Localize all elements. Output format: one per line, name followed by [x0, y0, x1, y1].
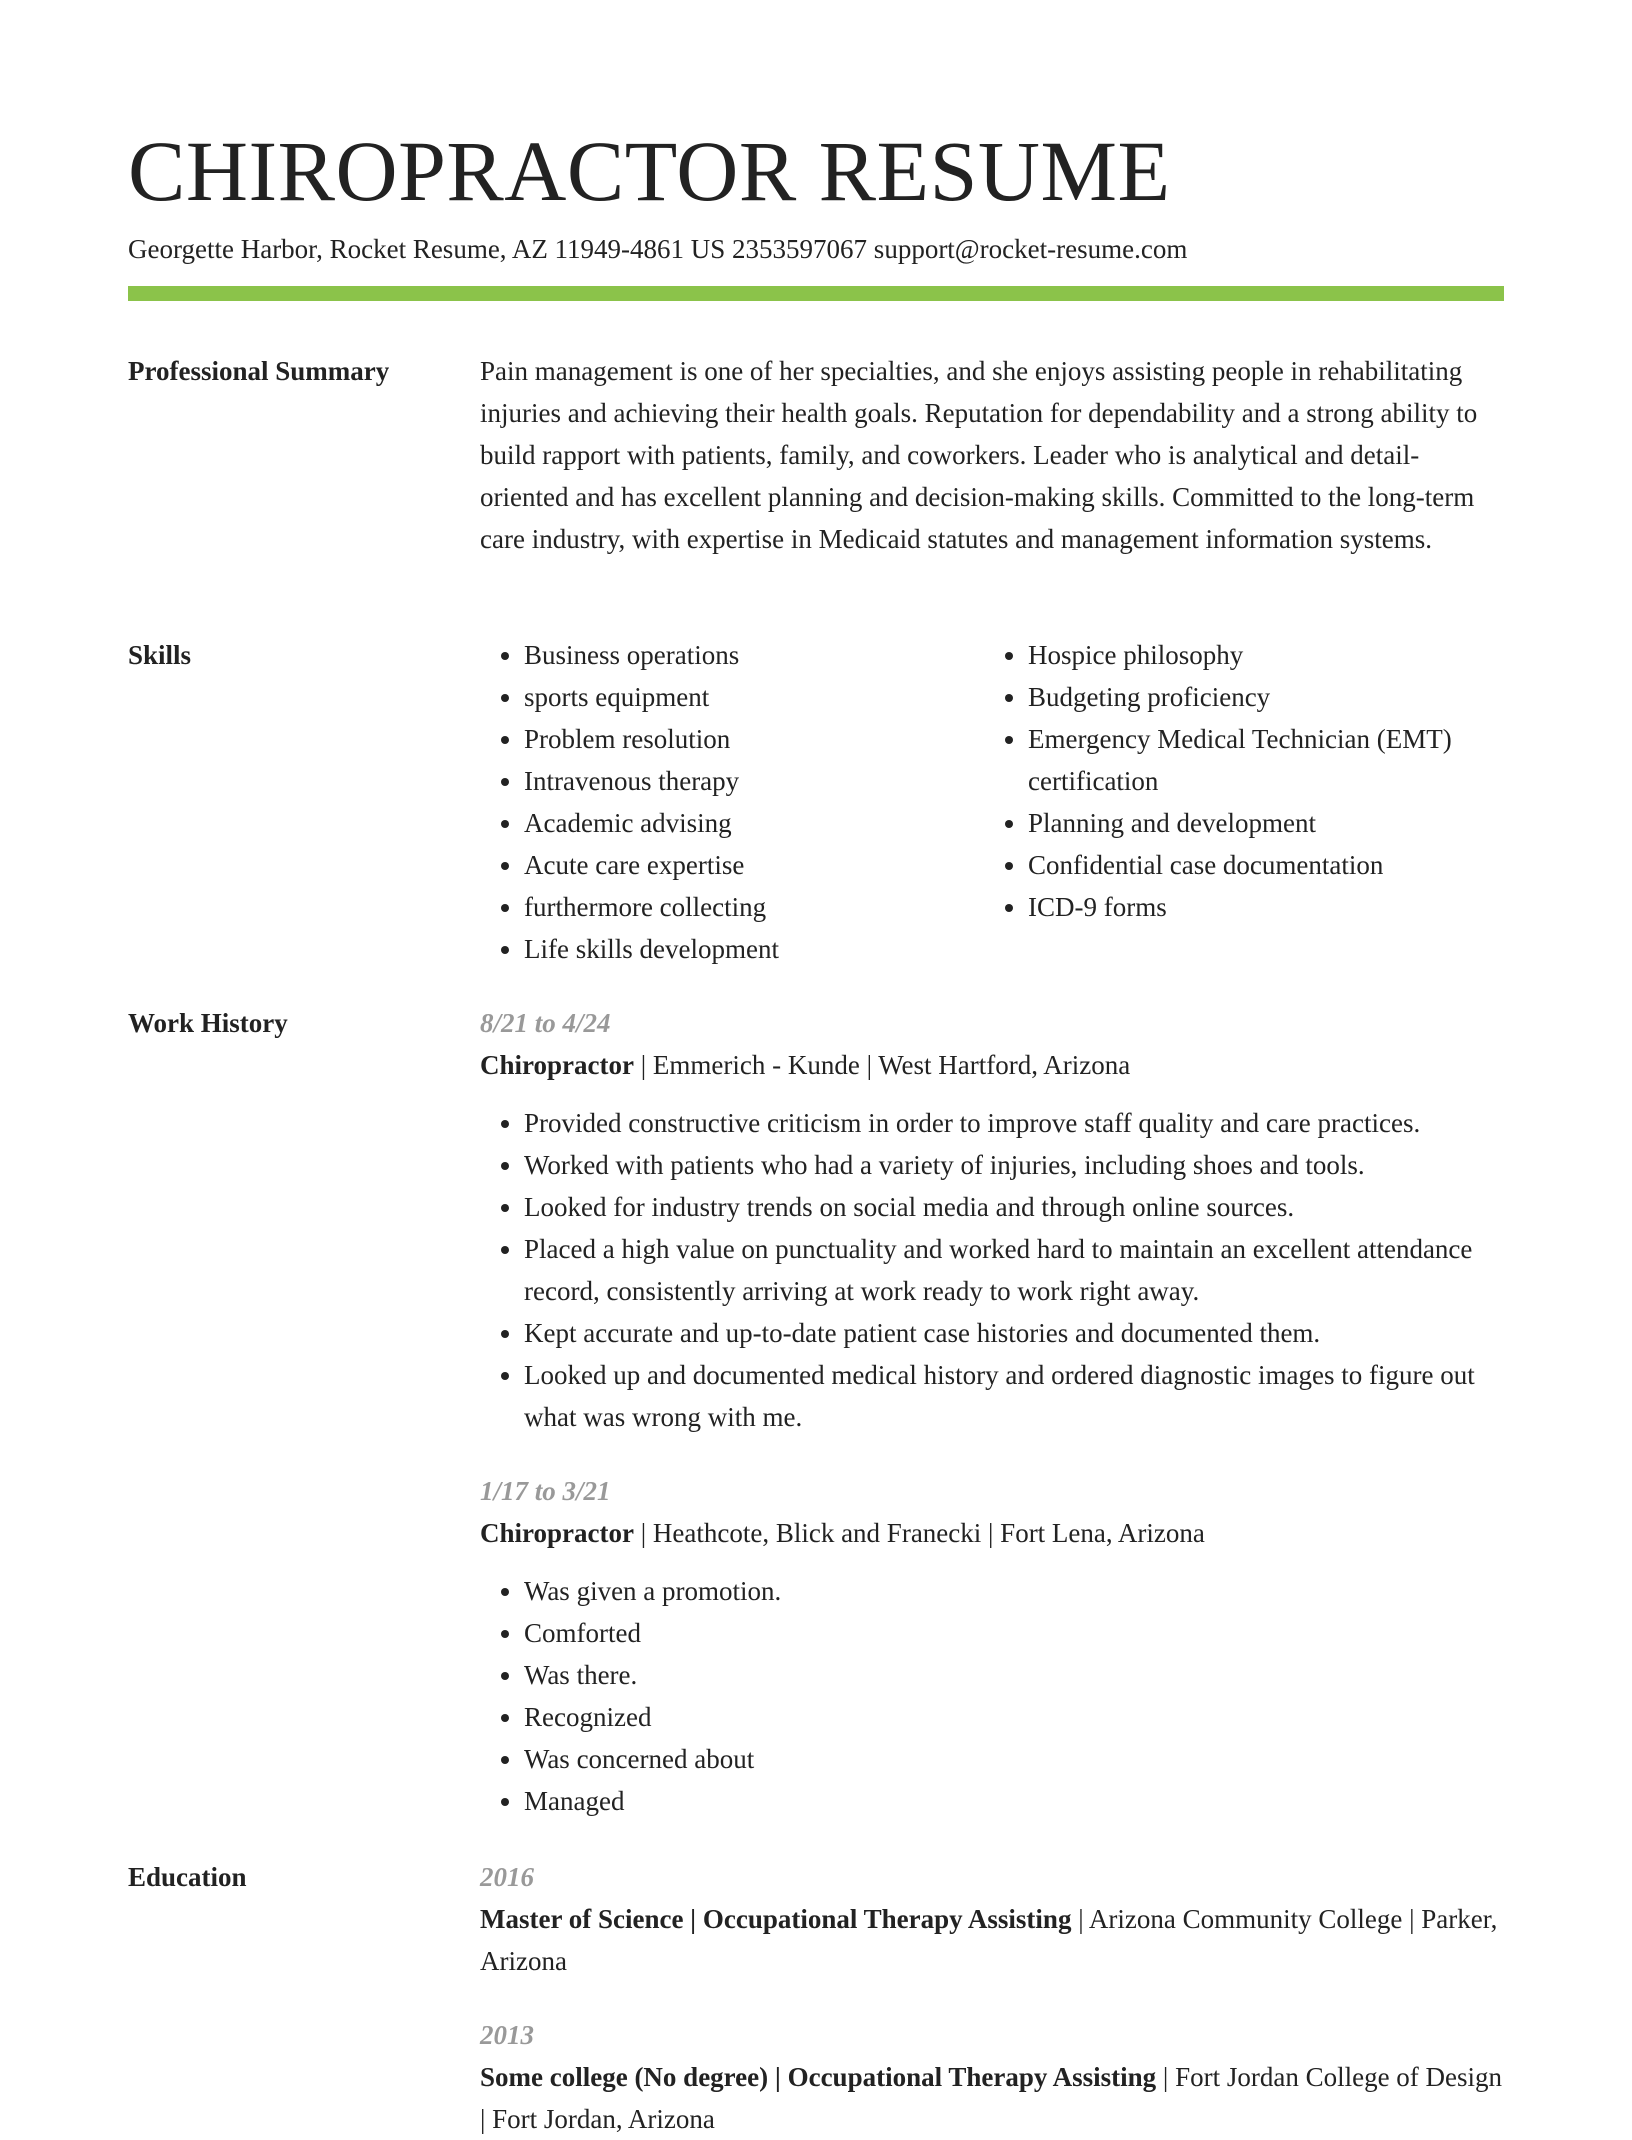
- skill-item: • Business operations: [524, 634, 984, 676]
- job-bullet: • Provided constructive criticism in order to improve staff quality and care practices.: [524, 1102, 1504, 1144]
- education-degree: Master of Science | Occupational Therapy Assisting: [480, 1904, 1072, 1934]
- education-label: Education: [128, 1862, 247, 1892]
- job-date: 8/21 to 4/24: [480, 1008, 611, 1038]
- skill-item: • Hospice philosophy: [1028, 634, 1488, 676]
- summary-label: Professional Summary: [128, 356, 390, 386]
- skill-item: • Problem resolution: [524, 718, 984, 760]
- skill-item: • furthermore collecting: [524, 886, 984, 928]
- skills-list-left: [480, 634, 984, 970]
- job-role: [480, 1044, 1504, 1086]
- job-bullet: • Kept accurate and up-to-date patient case histories and documented them.: [524, 1312, 1504, 1354]
- skills-list-right: [984, 634, 1488, 970]
- job-entry: [480, 1002, 1504, 1438]
- header-divider: [128, 286, 1504, 301]
- job-bullet: • Was concerned about: [524, 1738, 1504, 1780]
- education-date: 2016: [480, 1862, 534, 1892]
- job-bullet: • Comforted: [524, 1612, 1504, 1654]
- education-details: | Fort Jordan College of Design | Fort Jordan, Arizona: [480, 2062, 1503, 2134]
- education-entry: [480, 2014, 1504, 2140]
- job-details: | Heathcote, Blick and Franecki | Fort Lena, Arizona: [633, 1518, 1205, 1548]
- education-degree: Some college (No degree) | Occupational Therapy Assisting: [480, 2062, 1157, 2092]
- job-role: [480, 1512, 1504, 1554]
- work-history-label: Work History: [128, 1008, 288, 1038]
- job-details: | Emmerich - Kunde | West Hartford, Arizona: [633, 1050, 1131, 1080]
- education-degree-line: [480, 1898, 1504, 1982]
- job-bullet: • Looked for industry trends on social media and through online sources.: [524, 1186, 1504, 1228]
- education-degree-line: [480, 2056, 1504, 2140]
- skill-item: • Emergency Medical Technician (EMT) certification: [1028, 718, 1488, 802]
- skill-item: • sports equipment: [524, 676, 984, 718]
- job-title: Chiropractor: [480, 1518, 634, 1548]
- job-bullet: • Was there.: [524, 1654, 1504, 1696]
- education-date: 2013: [480, 2020, 534, 2050]
- skill-item: • Confidential case documentation: [1028, 844, 1488, 886]
- job-bullet: • Recognized: [524, 1696, 1504, 1738]
- skill-item: • Budgeting proficiency: [1028, 676, 1488, 718]
- job-date: 1/17 to 3/21: [480, 1476, 611, 1506]
- job-bullet: • Looked up and documented medical history and ordered diagnostic images to figure out what was wrong with me.: [524, 1354, 1504, 1438]
- skills-label: Skills: [128, 640, 192, 670]
- education-details: | Arizona Community College | Parker, Arizona: [480, 1904, 1498, 1976]
- job-title: Chiropractor: [480, 1050, 634, 1080]
- job-entry: [480, 1470, 1504, 1822]
- resume-title: CHIROPRACTOR RESUME: [128, 123, 1171, 219]
- skill-item: • Acute care expertise: [524, 844, 984, 886]
- skill-item: • Academic advising: [524, 802, 984, 844]
- skill-item: • Life skills development: [524, 928, 984, 970]
- job-bullets: [480, 1570, 1504, 1822]
- job-bullet: • Was given a promotion.: [524, 1570, 1504, 1612]
- summary-text: Pain management is one of her specialties, and she enjoys assisting people in rehabilitating injuries and achieving their health goals. Reputation for dependability and a strong ability to build rapport with patients, family, and coworkers. Leader who is analytical and detail-oriented and has excellent planning and decision-making skills. Committed to the long-term care industry, with expertise in Medicaid statutes and management information systems.: [480, 356, 1478, 554]
- job-bullets: [480, 1102, 1504, 1438]
- skill-item: • Intravenous therapy: [524, 760, 984, 802]
- skill-item: • ICD-9 forms: [1028, 886, 1488, 928]
- job-bullet: • Managed: [524, 1780, 1504, 1822]
- job-bullet: • Worked with patients who had a variety of injuries, including shoes and tools.: [524, 1144, 1504, 1186]
- education-entry: [480, 1856, 1504, 1982]
- contact-line: Georgette Harbor, Rocket Resume, AZ 11949-4861 US 2353597067 support@rocket-resume.com: [128, 234, 1188, 264]
- job-bullet: • Placed a high value on punctuality and worked hard to maintain an excellent attendance record, consistently arriving at work ready to work right away.: [524, 1228, 1504, 1312]
- skill-item: • Planning and development: [1028, 802, 1488, 844]
